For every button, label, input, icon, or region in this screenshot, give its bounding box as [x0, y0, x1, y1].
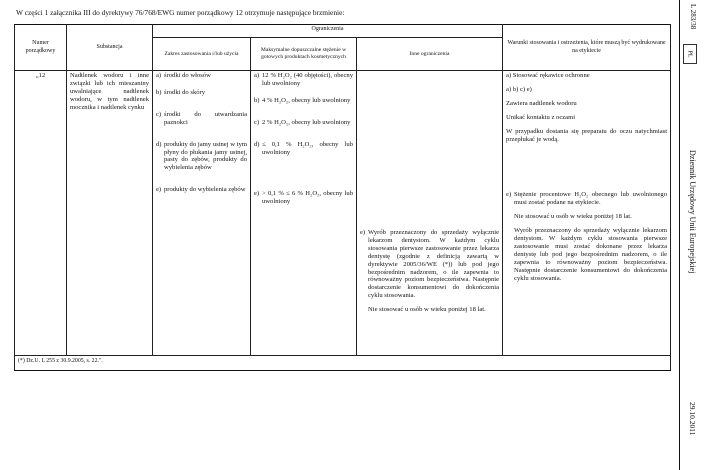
- row-conditions: [503, 71, 671, 356]
- header-other-restrictions: Inne ograniczenia: [357, 38, 503, 71]
- scope-item: b) środki do skóry: [156, 88, 206, 96]
- table-row: [15, 71, 671, 356]
- row-number: „12: [15, 71, 67, 356]
- language-badge: PL: [683, 44, 697, 64]
- other-restriction-e: e) Wyrób przeznaczony do sprzedaży wyłącznie lekarzom dentystom. W każdym cyklu stosowania pierwsze zastosowanie przez lekarza dentystę (zgodnie z definicją zawartą w dyrektywie 2005/36/WE (*)) lub pod jego bezpośrednim nadzorem, o ile zapewnia to równoważny poziom bezpieczeństwa. Następnie dostarczenie konsumentowi do dokończenia cyklu stosowania. Nie stosować u osób w wieku poniżej 18 lat.: [360, 229, 500, 314]
- row-scope: [153, 71, 251, 356]
- header-conditions: Warunki stosowania i ostrzeżenia, które muszą być wydrukowane na etykiecie: [503, 25, 671, 71]
- scope-item: e) produkty do wybielenia zębów: [156, 186, 246, 194]
- sidebar-divider: [679, 0, 680, 470]
- journal-title: Dziennik Urzędowy Unii Europejskiej: [688, 150, 697, 274]
- scope-item: d) produkty do jamy ustnej w tym płyny do płukania jamy ustnej, pasty do zębów, produkty do wybielenia zębów: [156, 140, 247, 172]
- header-substance: Substancja: [67, 25, 153, 71]
- header-max-concentration: Maksymalne dopuszczalne stężenie w gotowych produktach kosmetycznych: [251, 38, 357, 71]
- condition-contains: Zawiera nadtlenek wodoru: [506, 99, 577, 107]
- condition-avoid: Unikać kontaktu z oczami: [506, 113, 576, 121]
- scope-item: a) środki do włosów: [156, 72, 211, 79]
- header-number: Numer porządkowy: [15, 25, 67, 71]
- intro-text: W części 1 załącznika III do dyrektywy 76/768/EWG numer porządkowy 12 otrzymuje następujące brzmienie:: [16, 8, 345, 17]
- row-substance: Nadtlenek wodoru i inne związki lub ich mieszaniny uwalniające nadtlenek wodoru, w tym nadtlenek mocznika i nadtlenek cynku: [67, 71, 153, 356]
- header-scope: Zakres zastosowania i/lub użycia: [153, 38, 251, 71]
- condition-e: e) Stężenie procentowe H₂O₂ obecnego lub uwolnionego musi zostać podane na etykiecie. Nie stosować u osób w wieku poniżej 18 lat. Wyrób przeznaczony do sprzedaży wyłącznie lekarzom dentystom. W każdym cyklu stosowania pierwsze zastosowanie musi zostać dokonane przez lekarza dentystę lub pod jego bezpośrednim nadzorem, o ile zapewnia to równoważny poziom bezpieczeństwa. Następnie dostarczenie konsumentowi do dokończenia cyklu stosowania.: [506, 191, 668, 282]
- footnote: (*) Dz.U. L 255 z 30.9.2005, s. 22.".: [15, 356, 671, 371]
- concentration-item: a) 12 % H₂O₂ (40 objętości), obecny lub uwolniony: [254, 72, 353, 87]
- publication-date: 29.10.2011: [688, 402, 697, 436]
- row-concentration: [251, 71, 357, 356]
- concentration-item: e) > 0,1 % ≤ 6 % H₂O₂, obecny lub uwolniony: [254, 190, 353, 206]
- header-restrictions: Ograniczenia: [153, 25, 503, 38]
- concentration-item: d) ≤ 0,1 % H₂O₂, obecny lub uwolniony: [254, 140, 353, 156]
- condition-rinse: W przypadku dostania się preparatu do oczu natychmiast przepłukać je wodą.: [506, 127, 668, 143]
- condition-labels: a) b) c) e): [506, 85, 532, 93]
- concentration-item: b) 4 % H₂O₂, obecny lub uwolniony: [254, 96, 351, 104]
- condition-a: a) Stosować rękawice ochronne: [506, 72, 590, 79]
- concentration-item: c) 2 % H₂O₂, obecny lub uwolniony: [254, 118, 351, 126]
- page-reference: L 283/38: [689, 4, 697, 30]
- scope-item: c) środki do utwardzania paznokci: [156, 110, 247, 126]
- annex-table: [14, 24, 671, 371]
- row-other-restrictions: [357, 71, 503, 356]
